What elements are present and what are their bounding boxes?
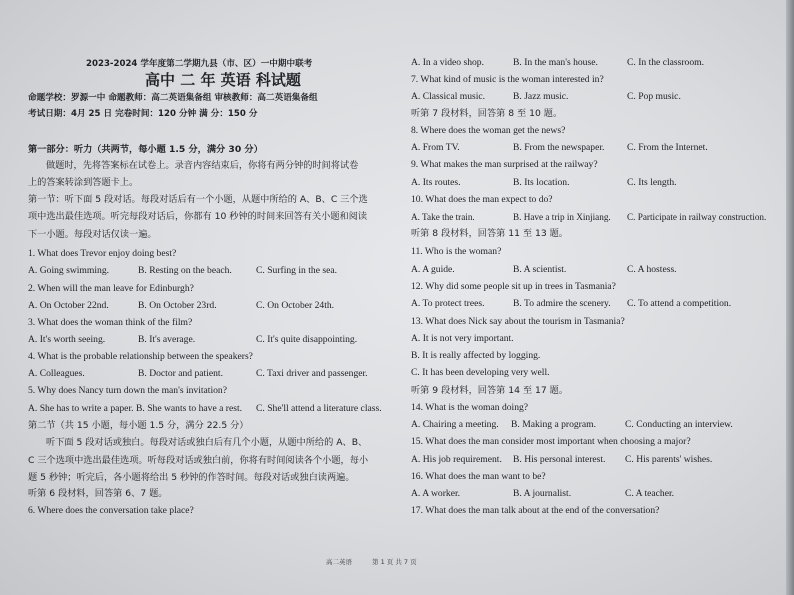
option-a: A. In a video shop. [411, 57, 485, 68]
section1-line-2: 项中选出最佳选项。听完每段对话后，你都有 10 秒钟的时间来回答有关小题和阅读 [28, 211, 368, 222]
option-a: A. A worker. [411, 488, 461, 499]
option-b: B. A scientist. [513, 264, 567, 275]
question-13: 13. What does Nick say about the tourism in Tasmania? [411, 316, 625, 327]
section2-line-3: 题 5 秒钟；听完后，各小题将给出 5 秒钟的作答时间。每段对话或独白读两遍。 [28, 472, 355, 483]
option-b: B. She wants to have a rest. [136, 403, 243, 414]
option-c: C. It's quite disappointing. [256, 334, 358, 345]
section2-line-2: C 三个选项中选出最佳选项。听每段对话或独白前，你将有时间阅读各个小题，每小 [28, 455, 369, 466]
option-b: B. Making a program. [511, 419, 596, 430]
option-q13-b: B. It is really affected by logging. [411, 350, 541, 361]
option-b: B. From the newspaper. [513, 142, 605, 153]
option-b: B. Have a trip in Xinjiang. [513, 212, 611, 222]
option-a: A. Going swimming. [28, 265, 110, 276]
option-b: B. Resting on the beach. [138, 265, 232, 276]
question-17: 17. What does the man talk about at the end of the conversation? [411, 505, 660, 516]
option-c: C. Pop music. [627, 91, 681, 102]
option-a: A. Take the train. [411, 212, 475, 222]
question-12: 12. Why did some people sit up in trees in Tasmania? [411, 281, 616, 292]
section1-line-1: 第一节：听下面 5 段对话。每段对话后有一个小题，从题中所给的 A、B、C 三个选 [28, 194, 368, 205]
option-c: C. Participate in railway construction. [627, 212, 767, 222]
page-title: 高中 二 年 英语 科试题 [145, 71, 301, 89]
option-a: A. On October 22nd. [28, 300, 109, 311]
option-c: C. A hostess. [627, 264, 677, 275]
question-4: 4. What is the probable relationship between the speakers? [28, 351, 253, 362]
option-b: B. In the man's house. [513, 57, 598, 68]
option-a: A. To protect trees. [411, 298, 485, 309]
option-c: C. Surfing in the sea. [256, 265, 338, 276]
option-q13-c: C. It has been developing very well. [411, 367, 550, 378]
question-7: 7. What kind of music is the woman interested in? [411, 74, 604, 85]
option-c: C. Conducting an interview. [625, 419, 733, 430]
option-c: C. On October 24th. [256, 300, 335, 311]
exam-name: 2023-2024 学年度第二学期九县（市、区）一中期中联考 [86, 59, 313, 69]
option-c: C. Taxi driver and passenger. [256, 368, 368, 379]
question-9: 9. What makes the man surprised at the railway? [411, 159, 598, 170]
option-a: A. Its routes. [411, 177, 461, 188]
option-b: B. To admire the scenery. [513, 298, 611, 309]
material-9-heading: 听第 9 段材料，回答第 14 至 17 题。 [411, 385, 568, 396]
info-line-2: 考试日期：4月 25 日 完卷时间：120 分钟 满 分：150 分 [28, 109, 258, 119]
question-8: 8. Where does the woman get the news? [411, 125, 566, 136]
question-14: 14. What is the woman doing? [411, 402, 529, 413]
option-b: B. A journalist. [513, 488, 572, 499]
option-a: A. Classical music. [411, 91, 486, 102]
section2-line-1: 听下面 5 段对话或独白。每段对话或独白后有几个小题，从题中所给的 A、B、 [46, 437, 368, 448]
question-10: 10. What does the man expect to do? [411, 194, 553, 205]
option-q13-a: A. It is not very important. [411, 333, 514, 344]
material-8-heading: 听第 8 段材料，回答第 11 至 13 题。 [411, 228, 568, 239]
option-c: C. She'll attend a literature class. [256, 403, 382, 414]
question-5: 5. Why does Nancy turn down the man's invitation? [28, 385, 227, 396]
option-a: A. Colleagues. [28, 368, 85, 379]
option-c: C. His parents' wishes. [625, 454, 713, 465]
option-a: A. His job requirement. [411, 454, 502, 465]
question-2: 2. When will the man leave for Edinburgh? [28, 283, 194, 294]
option-b: B. On October 23rd. [138, 300, 217, 311]
option-a: A. From TV. [411, 142, 460, 153]
option-a: A. She has to write a paper. [28, 403, 134, 414]
question-3: 3. What does the woman think of the film? [28, 317, 193, 328]
option-a: A. Chairing a meeting. [411, 419, 499, 430]
question-15: 15. What does the man consider most important when choosing a major? [411, 436, 691, 447]
question-16: 16. What does the man want to be? [411, 471, 546, 482]
option-a: A. A guide. [411, 264, 455, 275]
question-1: 1. What does Trevor enjoy doing best? [28, 248, 177, 259]
notice-line-2: 上的答案转涂到答题卡上。 [28, 177, 139, 188]
notice-line-1: 做题时，先将答案标在试卷上。录音内容结束后，你将有两分钟的时间将试卷 [46, 160, 359, 171]
section2-heading: 第二节（共 15 小题，每小题 1.5 分，满分 22.5 分） [28, 420, 249, 431]
material-7-heading: 听第 7 段材料，回答第 8 至 10 题。 [411, 108, 563, 119]
option-c: C. Its length. [627, 177, 677, 188]
material-6-heading: 听第 6 段材料，回答第 6、7 题。 [28, 488, 168, 499]
question-11: 11. Who is the woman? [411, 246, 502, 257]
footer-subject: 高二英语 [326, 558, 352, 566]
question-6: 6. Where does the conversation take place? [28, 505, 194, 516]
option-c: C. A teacher. [625, 488, 675, 499]
option-c: C. To attend a competition. [627, 298, 732, 309]
section1-line-3: 下一小题。每段对话仅读一遍。 [28, 229, 157, 240]
paper-edge-shadow [786, 0, 794, 595]
part1-heading: 第一部分：听力（共两节，每小题 1.5 分，满分 30 分） [28, 144, 263, 155]
option-b: B. Doctor and patient. [138, 368, 223, 379]
option-b: B. Jazz music. [513, 91, 569, 102]
option-b: B. It's average. [138, 334, 196, 345]
option-a: A. It's worth seeing. [28, 334, 106, 345]
footer-page-number: 第 1 页 共 7 页 [372, 558, 417, 566]
option-c: C. From the Internet. [627, 142, 708, 153]
info-line-1: 命题学校：罗源一中 命题教师：高二英语集备组 审核教师：高二英语集备组 [28, 93, 318, 103]
option-b: B. Its location. [513, 177, 570, 188]
option-b: B. His personal interest. [513, 454, 606, 465]
option-c: C. In the classroom. [627, 57, 705, 68]
